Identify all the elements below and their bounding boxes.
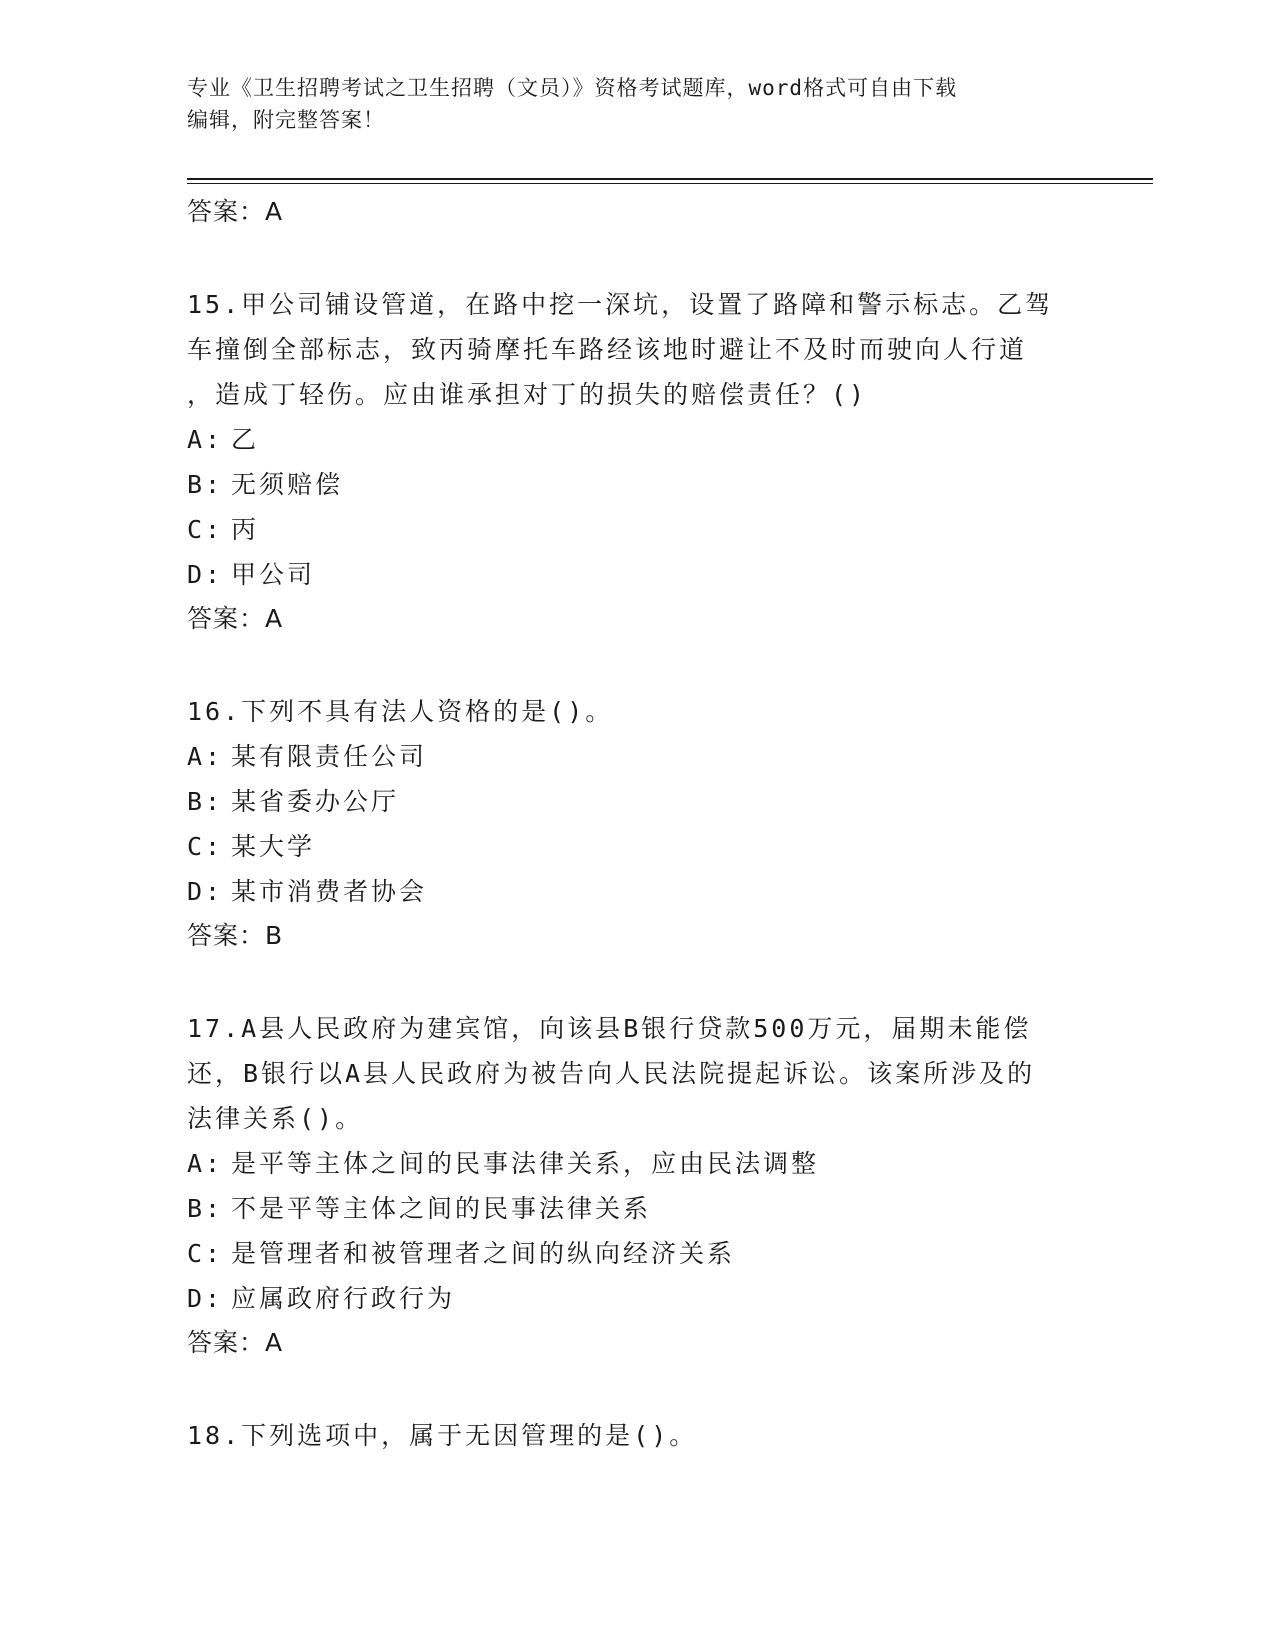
option-b bbox=[187, 462, 1087, 507]
option-text: 应属政府行政行为 bbox=[231, 1284, 456, 1313]
option-d bbox=[187, 869, 1087, 914]
option-a bbox=[187, 417, 1087, 462]
option-b bbox=[187, 779, 1087, 824]
question-line: 还，B银行以A县人民政府为被告向人民法院提起诉讼。该案所涉及的 bbox=[187, 1059, 1036, 1088]
option-c bbox=[187, 1231, 1087, 1276]
option-label: D: bbox=[187, 1284, 224, 1313]
option-text: 是平等主体之间的民事法律关系，应由民法调整 bbox=[231, 1149, 820, 1178]
header-rule-thick bbox=[187, 178, 1153, 180]
spacer bbox=[187, 958, 1087, 1006]
question-line: 17.A县人民政府为建宾馆，向该县B银行贷款500万元，届期未能偿 bbox=[187, 1014, 1032, 1043]
option-label: A: bbox=[187, 425, 224, 454]
spacer bbox=[187, 1365, 1087, 1413]
question-line: 15.甲公司铺设管道，在路中挖一深坑，设置了路障和警示标志。乙驾 bbox=[187, 290, 1054, 319]
question-block bbox=[187, 1006, 1087, 1365]
question-line: 车撞倒全部标志，致丙骑摩托车路经该地时避让不及时而驶向人行道 bbox=[187, 335, 1028, 364]
question-block bbox=[187, 282, 1087, 641]
option-d bbox=[187, 1276, 1087, 1321]
document-header bbox=[187, 72, 1087, 136]
option-text: 丙 bbox=[231, 515, 260, 544]
option-label: A: bbox=[187, 1149, 224, 1178]
question-line: 法律关系()。 bbox=[187, 1104, 364, 1133]
question-list bbox=[187, 190, 1087, 1458]
question-block bbox=[187, 689, 1087, 958]
answer-line: 答案：A bbox=[187, 604, 284, 633]
option-text: 不是平等主体之间的民事法律关系 bbox=[231, 1194, 652, 1223]
question-line: 16.下列不具有法人资格的是()。 bbox=[187, 697, 614, 726]
option-text: 是管理者和被管理者之间的纵向经济关系 bbox=[231, 1239, 736, 1268]
option-label: D: bbox=[187, 560, 224, 589]
option-label: C: bbox=[187, 832, 224, 861]
option-label: C: bbox=[187, 515, 224, 544]
option-c bbox=[187, 824, 1087, 869]
option-text: 无须赔偿 bbox=[231, 470, 344, 499]
answer-line: 答案：B bbox=[187, 921, 284, 950]
option-text: 某大学 bbox=[231, 832, 316, 861]
answer-line: 答案：A bbox=[187, 197, 284, 226]
spacer bbox=[187, 234, 1087, 282]
header-rule-thin bbox=[187, 183, 1153, 184]
option-label: B: bbox=[187, 470, 224, 499]
spacer bbox=[187, 641, 1087, 689]
header-line-2: 编辑，附完整答案！ bbox=[187, 108, 385, 132]
option-label: B: bbox=[187, 787, 224, 816]
option-c bbox=[187, 507, 1087, 552]
option-text: 某省委办公厅 bbox=[231, 787, 400, 816]
option-label: B: bbox=[187, 1194, 224, 1223]
option-a bbox=[187, 1141, 1087, 1186]
option-text: 某市消费者协会 bbox=[231, 877, 428, 906]
option-text: 乙 bbox=[231, 425, 260, 454]
option-d bbox=[187, 552, 1087, 597]
option-b bbox=[187, 1186, 1087, 1231]
option-text: 甲公司 bbox=[231, 560, 316, 589]
option-label: D: bbox=[187, 877, 224, 906]
header-line-1: 专业《卫生招聘考试之卫生招聘（文员）》资格考试题库，word格式可自由下载 bbox=[187, 76, 958, 100]
option-text: 某有限责任公司 bbox=[231, 742, 428, 771]
option-a bbox=[187, 734, 1087, 779]
answer-line: 答案：A bbox=[187, 1328, 284, 1357]
option-label: A: bbox=[187, 742, 224, 771]
question-line: ，造成丁轻伤。应由谁承担对丁的损失的赔偿责任？() bbox=[187, 380, 868, 409]
option-label: C: bbox=[187, 1239, 224, 1268]
question-block bbox=[187, 1413, 1087, 1458]
question-line: 18.下列选项中，属于无因管理的是()。 bbox=[187, 1421, 698, 1450]
